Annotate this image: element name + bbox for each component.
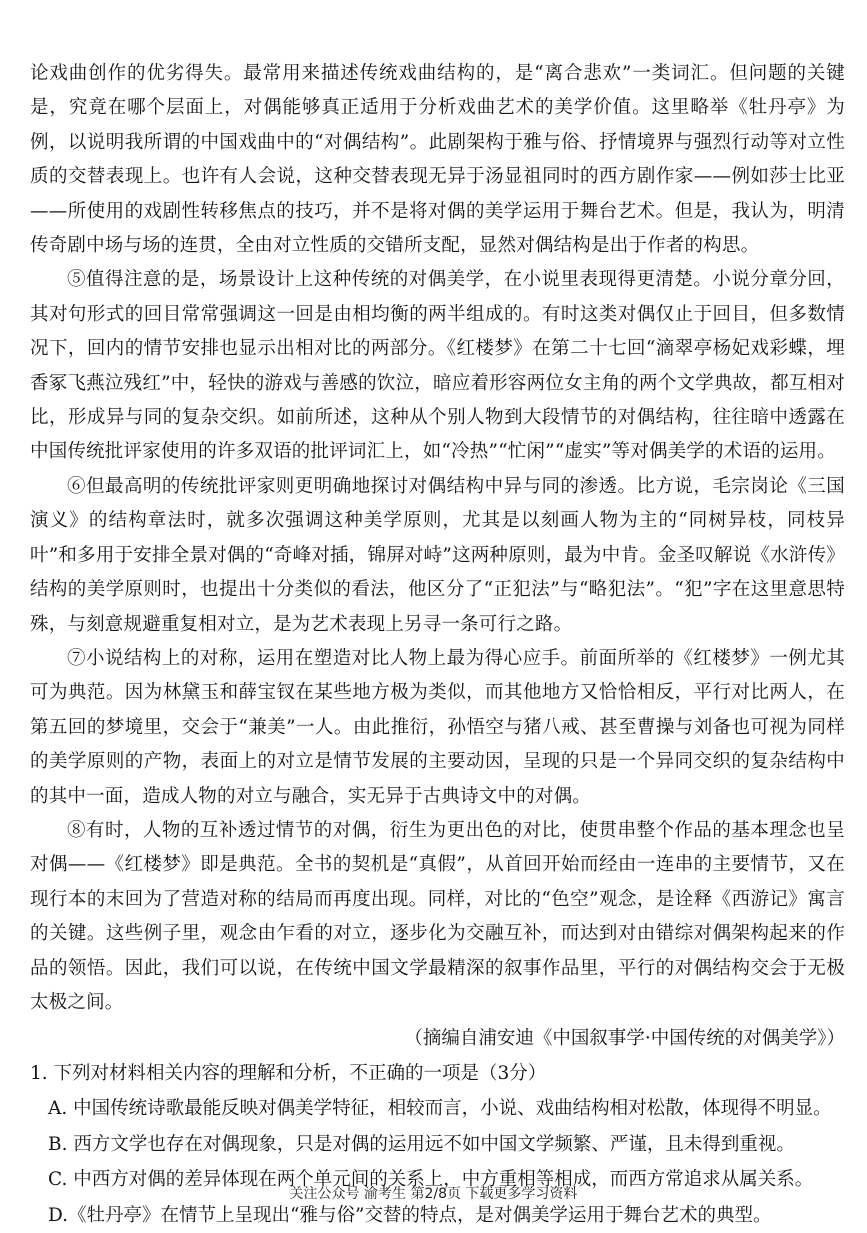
article-source: （摘编自浦安迪《中国叙事学·中国传统的对偶美学》）: [404, 1028, 845, 1050]
article-paragraph-7: ⑦小说结构上的对称，运用在塑造对比人物上最为得心应手。前面所举的《红楼梦》一例尤其可为典范。因为林黛玉和薛宝钗在某些地方极为类似，而其他地方又恰恰相反，平行对比两人，在第五回的梦境里，交会于“兼美”一人。由此推衍，孙悟空与猪八戒、甚至曹操与刘备也可视为同样的美学原则的产物，表面上的对立是情节发展的主要动因，呈现的只是一个异同交织的复杂结构中的其中一面，造成人物的对立与融合，实无异于古典诗文中的对偶。: [30, 647, 845, 807]
document-page: [30, 57, 845, 1233]
page-footer: 关注公众号 渝考生 第2/8页 下载更多学习资料: [289, 1186, 578, 1202]
option-a: A. 中国传统诗歌最能反映对偶美学特征，相较而言，小说、戏曲结构相对松散，体现得不明显。: [48, 1098, 832, 1120]
article-paragraph-intro: 论戏曲创作的优劣得失。最常用来描述传统戏曲结构的，是“离合悲欢”一类词汇。但问题的关键是，究竟在哪个层面上，对偶能够真正适用于分析戏曲艺术的美学价值。这里略举《牡丹亭》为例，以说明我所谓的中国戏曲中的“对偶结构”。此剧架构于雅与俗、抒情境界与强烈行动等对立性质的交替表现上。也许有人会说，这种交替表现无异于汤显祖同时的西方剧作家——例如莎士比亚——所使用的戏剧性转移焦点的技巧，并不是将对偶的美学运用于舞台艺术。但是，我认为，明清传奇剧中场与场的连贯，全由对立性质的交错所支配，显然对偶结构是出于作者的构思。: [30, 63, 845, 257]
option-c: C. 中西方对偶的差异体现在两个单元间的关系上，中方重相等相成，而西方常追求从属关系。: [48, 1169, 814, 1191]
option-d: D.《牡丹亭》在情节上呈现出“雅与俗”交替的特点，是对偶美学运用于舞台艺术的典型。: [48, 1204, 772, 1226]
question-stem: 1. 下列对材料相关内容的理解和分析，不正确的一项是（3分）: [30, 1063, 547, 1085]
option-b: B. 西方文学也存在对偶现象，只是对偶的运用远不如中国文学频繁、严谨，且未得到重视。: [48, 1133, 795, 1155]
question-1: [30, 1056, 845, 1233]
article-paragraph-5: ⑤值得注意的是，场景设计上这种传统的对偶美学，在小说里表现得更清楚。小说分章分回，其对句形式的回目常常强调这一回是由相均衡的两半组成的。有时这类对偶仅止于回目，但多数情况下，回内的情节安排也显示出相对比的两部分。《红楼梦》在第二十七回“滴翠亭杨妃戏彩蝶，埋香冢飞燕泣残红”中，轻快的游戏与善感的饮泣，暗应着形容两位女主角的两个文学典故，都互相对比，形成异与同的复杂交织。如前所述，这种从个别人物到大段情节的对偶结构，往往暗中透露在中国传统批评家使用的许多双语的批评词汇上，如“冷热”“忙闲”“虚实”等对偶美学的术语的运用。: [30, 269, 845, 463]
article-paragraph-6: ⑥但最高明的传统批评家则更明确地探讨对偶结构中异与同的渗透。比方说，毛宗岗论《三国演义》的结构章法时，就多次强调这种美学原则，尤其是以刻画人物为主的“同树异枝，同枝异叶”和多用于安排全景对偶的“奇峰对插，锦屏对峙”这两种原则，最为中肯。金圣叹解说《水浒传》结构的美学原则时，也提出十分类似的看法，他区分了“正犯法”与“略犯法”。“犯”字在这里意思特殊，与刻意规避重复相对立，是为艺术表现上另寻一条可行之路。: [30, 475, 845, 635]
article-paragraph-8: ⑧有时，人物的互补透过情节的对偶，衍生为更出色的对比，使贯串整个作品的基本理念也呈对偶——《红楼梦》即是典范。全书的契机是“真假”，从首回开始而经由一连串的主要情节，又在现行本的末回为了营造对称的结局而再度出现。同样，对比的“色空”观念，是诠释《西游记》寓言的关键。这些例子里，观念由乍看的对立，逐步化为交融互补，而达到对由错综对偶架构起来的作品的领悟。因此，我们可以说，在传统中国文学最精深的叙事作品里，平行的对偶结构交会于无极太极之间。: [30, 819, 845, 1013]
